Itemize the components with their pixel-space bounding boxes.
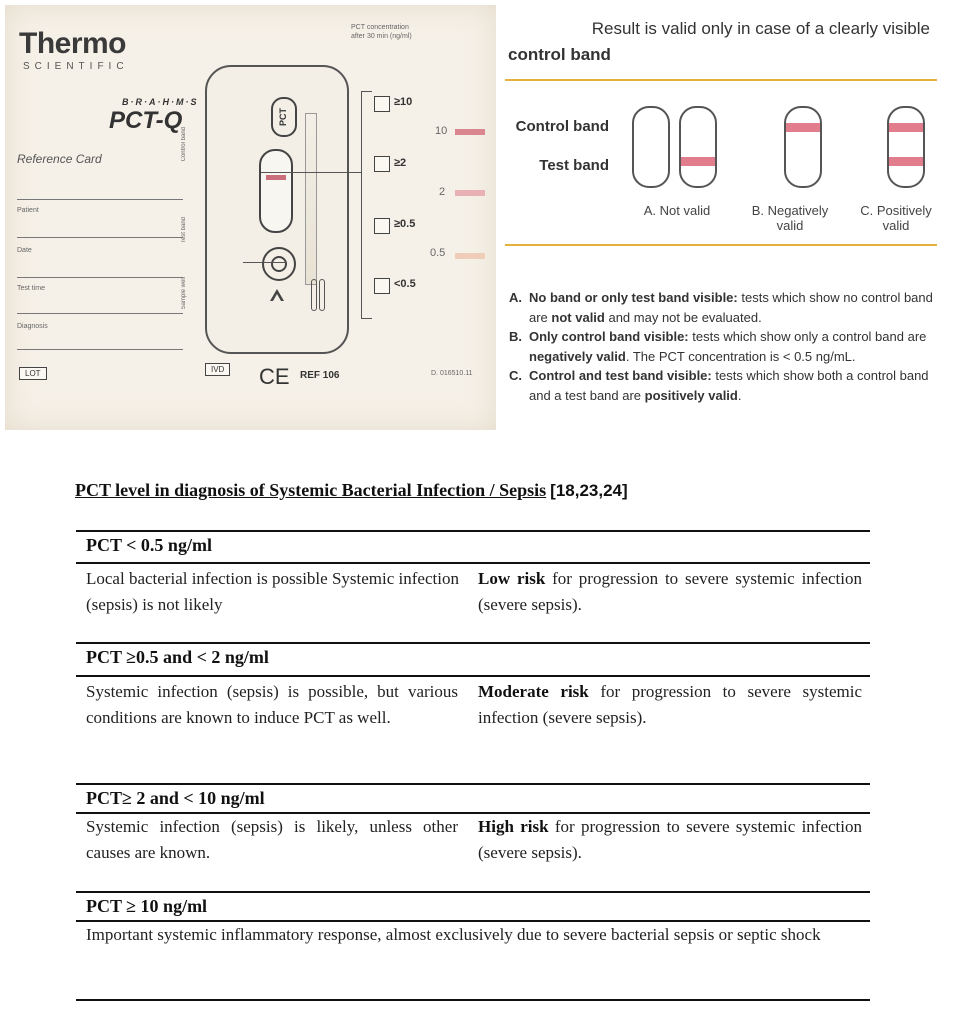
table-rule (76, 530, 870, 532)
form-line (17, 277, 183, 278)
checkbox-ge10 (374, 96, 390, 112)
row-lt05-risk: Low risk for progression to severe systemic infection (severe sepsis). (478, 569, 862, 614)
form-line (17, 199, 183, 200)
field-label-diagnosis: Diagnosis (17, 323, 48, 330)
control-band-label: Control band (515, 118, 609, 135)
form-line (17, 237, 183, 238)
strip-not-valid-2 (679, 106, 717, 188)
triangle-inner (273, 294, 281, 301)
strip-negatively-valid (784, 106, 822, 188)
swatch-value-2: 2 (439, 186, 446, 198)
table-rule (76, 675, 870, 677)
swatch-value-05: 0.5 (430, 247, 446, 259)
test-band-label: Test band (539, 157, 609, 174)
side-label-test: Test band (181, 217, 187, 244)
row-head-lt05: PCT < 0.5 ng/ml (86, 535, 212, 555)
form-line (17, 313, 183, 314)
row-2-10-description: Systemic infection (sepsis) is likely, unless other causes are known. (86, 817, 458, 862)
table-rule (76, 562, 870, 564)
check-label-ge05: ≥0.5 (394, 218, 416, 230)
product-name: PCT-Q (109, 107, 183, 134)
cassette-slot (319, 279, 325, 311)
cassette-pct-label: PCT (271, 97, 297, 137)
check-label-ge10: ≥10 (394, 96, 413, 108)
table-rule (76, 891, 870, 893)
reference-card-image (5, 5, 496, 430)
check-label-ge2: ≥2 (394, 157, 407, 169)
table-rule (76, 642, 870, 644)
strip-not-valid-1 (632, 106, 670, 188)
checkbox-ge05 (374, 218, 390, 234)
row-head-2-10: PCT≥ 2 and < 10 ng/ml (86, 788, 265, 808)
test-band (889, 157, 923, 166)
document-code: D. 016510.11 (431, 370, 473, 377)
table-rule (76, 783, 870, 785)
divider (505, 79, 937, 81)
ce-mark: CE (259, 364, 290, 389)
note-c: C. Control and test band visible: tests which show both a control band and a test band are positively valid. (509, 368, 929, 403)
test-cassette (181, 65, 349, 354)
strip-positively-valid (887, 106, 925, 188)
caption-not-valid: A. Not valid (643, 203, 711, 218)
validity-title: Result is valid only in case of a clearly visible control band (508, 19, 930, 64)
field-label-date: Date (17, 247, 32, 254)
field-label-patient: Patient (17, 207, 39, 214)
ivd-box: IVD (205, 363, 230, 376)
test-band (681, 157, 715, 166)
note-a: A. No band or only test band visible: tests which show no control band are not valid and may not be evaluated. (509, 290, 933, 325)
table-rule (76, 999, 870, 1001)
concentration-bracket (361, 91, 372, 319)
row-head-05-2: PCT ≥0.5 and < 2 ng/ml (86, 647, 269, 667)
row-lt05-description: Local bacterial infection is possible Systemic infection (sepsis) is not likely (86, 569, 459, 614)
lot-box: LOT (19, 367, 47, 380)
checkbox-ge2 (374, 156, 390, 172)
cassette-slot (311, 279, 317, 311)
color-swatch-2 (455, 190, 485, 196)
side-label-sample: Sample well (181, 277, 187, 310)
row-05-2-risk: Moderate risk for progression to severe systemic infection (severe sepsis). (478, 682, 862, 727)
control-band (786, 123, 820, 132)
connector-line (261, 172, 361, 173)
field-label-test-time: Test time (17, 285, 46, 292)
row-2-10-risk: High risk for progression to severe systemic infection (severe sepsis). (478, 817, 862, 862)
product-maker: B·R·A·H·M·S (122, 97, 199, 107)
swatch-value-10: 10 (435, 125, 448, 137)
row-head-ge10: PCT ≥ 10 ng/ml (86, 896, 208, 916)
citation: [18,23,24] (550, 481, 628, 500)
table-title: PCT level in diagnosis of Systemic Bacterial Infection / Sepsis [18,23,24] (75, 480, 628, 500)
brand-subtitle: SCIENTIFIC (23, 61, 129, 72)
form-line (17, 349, 183, 350)
row-ge10-description: Important systemic inflammatory response, almost exclusively due to severe bacterial sepsis or septic shock (86, 925, 821, 944)
check-label-lt05: <0.5 (394, 278, 416, 290)
note-b: B. Only control band visible: tests which show only a control band are negatively valid. The PCT concentration is < 0.5 ng/mL. (509, 329, 927, 364)
side-label-control: Control band (181, 127, 187, 162)
checkbox-lt05 (374, 278, 390, 294)
row-05-2-description: Systemic infection (sepsis) is possible, but various conditions are known to induce PCT as well. (86, 682, 458, 727)
caption-negatively-valid: B. Negatively valid (751, 203, 829, 233)
reference-card-label: Reference Card (17, 152, 102, 166)
validity-notes (509, 288, 939, 405)
cassette-strip (305, 113, 317, 285)
divider (505, 244, 937, 246)
concentration-note: PCT concentration after 30 min (ng/ml) (351, 24, 412, 40)
connector-line (243, 262, 287, 263)
sample-well-inner (271, 256, 287, 272)
color-swatch-05 (455, 253, 485, 259)
control-band (889, 123, 923, 132)
caption-positively-valid: C. Positively valid (860, 203, 932, 233)
cassette-window (259, 149, 293, 233)
brand-logo: Thermo (19, 27, 127, 60)
cassette-band (266, 175, 286, 180)
color-swatch-10 (455, 129, 485, 135)
ref-number: REF 106 (300, 370, 340, 381)
